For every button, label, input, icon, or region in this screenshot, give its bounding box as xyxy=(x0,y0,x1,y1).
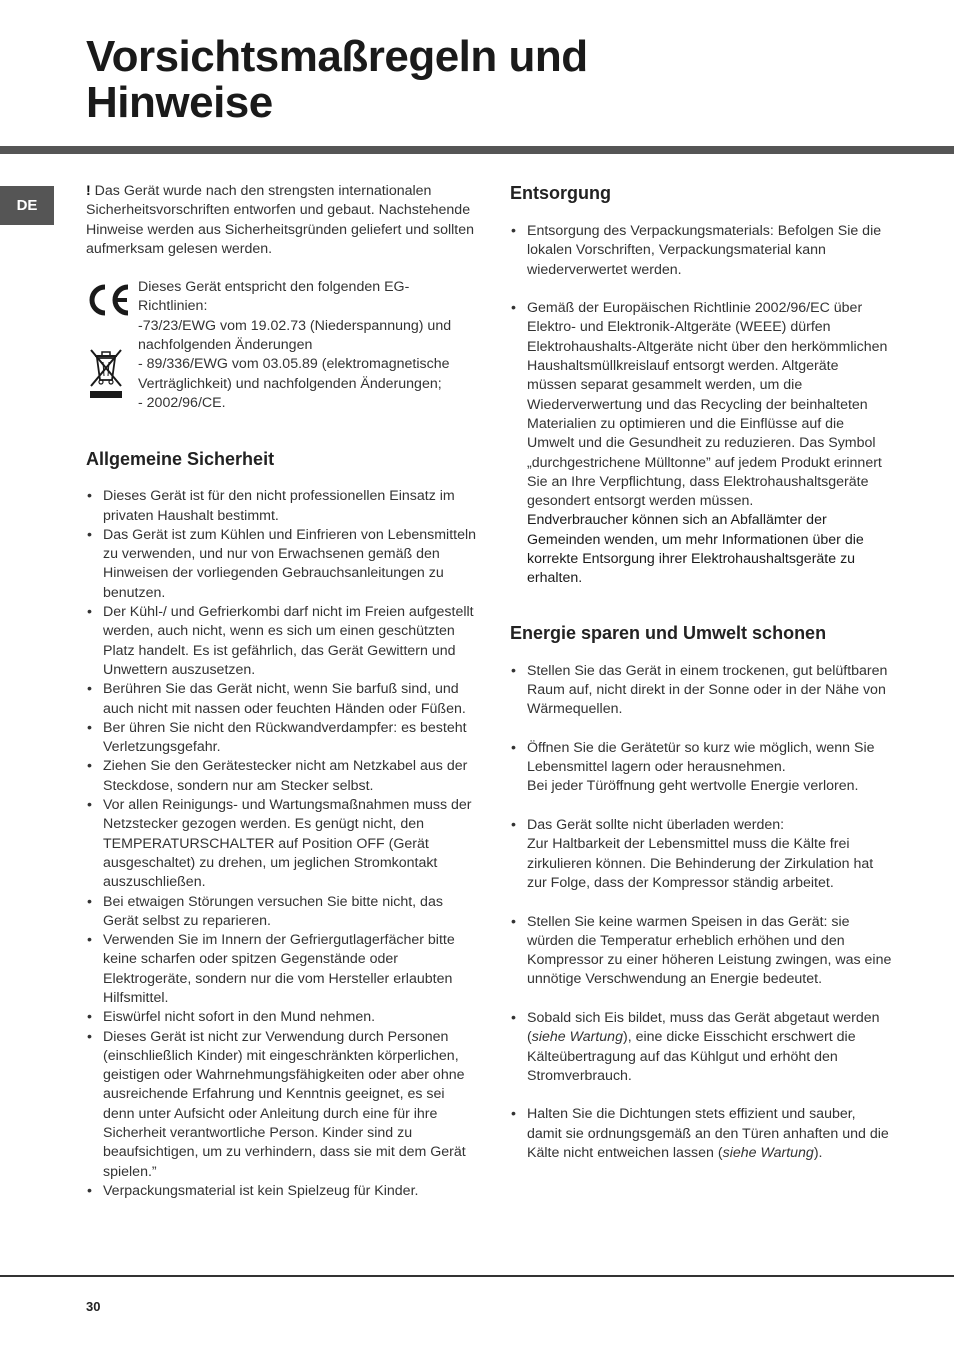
energy-item-text: • Öffnen Sie die Gerätetür so kurz wie möglich, wenn Sie Lebensmittel lagern oder herausnehmen. xyxy=(527,739,875,776)
list-item: • Bei etwaigen Störungen versuchen Sie bitte nicht, das Gerät selbst zu reparieren. xyxy=(86,893,476,932)
list-item xyxy=(510,739,892,797)
list-item: • Ber ühren Sie nicht den Rückwandverdampfer: es besteht Verletzungsgefahr. xyxy=(86,719,476,758)
page-title xyxy=(86,34,588,126)
list-item xyxy=(510,662,892,720)
list-item: • Verwenden Sie im Innern der Gefriergutlagerfächer bitte keine scharfen oder spitzen Gegenstände oder Elektrogeräte, sondern nur die vom Hersteller erlaubten Hilfsmittel. xyxy=(86,931,476,1008)
warning-mark: ! xyxy=(86,183,91,199)
compliance-block xyxy=(86,278,476,413)
list-item: • Ziehen Sie den Gerätestecker nicht am Netzkabel aus der Steckdose, sondern nur am Stecker selbst. xyxy=(86,757,476,796)
energy-list xyxy=(510,662,892,1164)
disposal-item-note: Endverbraucher können sich an Abfallämter der Gemeinden wenden, um mehr Informationen über die korrekte Entsorgung ihrer Elektrohaushaltsgeräte zu erhalten. xyxy=(527,512,864,587)
list-item: • Verpackungsmaterial ist kein Spielzeug für Kinder. xyxy=(86,1182,476,1201)
compliance-line-2: -73/23/EWG vom 19.02.73 (Niederspannung) und nachfolgenden Änderungen xyxy=(138,317,452,354)
section-title-safety: Allgemeine Sicherheit xyxy=(86,449,275,470)
maintenance-reference: siehe Wartung xyxy=(722,1145,814,1162)
list-item: • Dieses Gerät ist für den nicht professionellen Einsatz im privaten Haushalt bestimmt. xyxy=(86,487,476,526)
energy-item-text: Zur Haltbarkeit der Lebensmittel muss die Kälte frei zirkulieren können. Die Behinderung der Zirkulation hat zur Folge, dass der Kompressor ständig arbeitet. xyxy=(527,836,874,891)
list-item xyxy=(510,1009,892,1086)
list-item: • Der Kühl-/ und Gefrierkombi darf nicht im Freien aufgestellt werden, auch nicht, wenn es sich um einen geschützten Platz handelt. Es ist gefährlich, das Gerät Gewittern und Unwettern auszusetzen. xyxy=(86,603,476,680)
maintenance-reference: siehe Wartung xyxy=(531,1029,623,1046)
ce-mark-icon xyxy=(86,282,132,318)
intro-paragraph xyxy=(86,182,476,259)
intro-text: Das Gerät wurde nach den strengsten internationalen Sicherheitsvorschriften entworfen und gebaut. Nachstehende Hinweise werden aus Sicherheitsgründen geliefert und sollten aufmerksam gelesen werden. xyxy=(86,183,475,257)
list-item: • Vor allen Reinigungs- und Wartungsmaßnahmen muss der Netzstecker gezogen werden. Es genügt nicht, den TEMPERATURSCHALTER auf Position OFF (Gerät ausgeschaltet) zu drehen, um jeglichen Stromkontakt auszuschließen. xyxy=(86,796,476,892)
page-title-line-1: Vorsichtsmaßregeln und xyxy=(86,32,588,81)
energy-item-text: Bei jeder Türöffnung geht wertvolle Energie verloren. xyxy=(527,778,859,795)
compliance-line-1: Dieses Gerät entspricht den folgenden EG-Richtlinien: xyxy=(138,279,410,315)
disposal-list xyxy=(510,222,892,589)
list-item: • Das Gerät ist zum Kühlen und Einfrieren von Lebensmitteln zu verwenden, und nur von Erwachsenen gemäß den Hinweisen der vorliegenden Gebrauchsanleitungen zu benutzen. xyxy=(86,526,476,603)
energy-item-text: Stellen Sie das Gerät in einem trockenen, gut belüftbaren Raum auf, nicht direkt in der Sonne oder in der Nähe von Wärmequellen. xyxy=(527,662,888,718)
list-item: • Eiswürfel nicht sofort in den Mund nehmen. xyxy=(86,1008,476,1027)
energy-item-text: • Das Gerät sollte nicht überladen werden: xyxy=(527,817,785,834)
energy-item-text: Stellen Sie keine warmen Speisen in das Gerät: sie würden die Temperatur erheblich erhöhen und den Kompressor zu einer höheren Leistung zwingen, was eine unnötige Verschwendung an Energie bedeutet. xyxy=(527,913,892,988)
energy-item-text: Halten Sie die Dichtungen stets effizient und sauber, damit sie ordnungsgemäß an den Türen anhaften und die Kälte nicht entweichen lassen ( xyxy=(527,1106,889,1162)
section-title-disposal: Entsorgung xyxy=(510,183,611,203)
list-item xyxy=(510,222,892,280)
list-item: • Berühren Sie das Gerät nicht, wenn Sie barfuß sind, und auch nicht mit nassen oder feuchten Händen oder Füßen. xyxy=(86,680,476,719)
right-column xyxy=(510,182,892,1163)
list-item: • Dieses Gerät ist nicht zur Verwendung durch Personen (einschließlich Kinder) mit eingeschränkten körperlichen, geistigen oder Wahrnehmungsfähigkeiten oder aber ohne ausreichende Erfahrung und Kenntnis geeignet, es sei denn unter Aufsicht oder Anleitung durch eine für ihre Sicherheit verantwortliche Person. Kinder sind zu beaufsichtigen, um zu verhindern, dass sie mit dem Gerät spielen.” xyxy=(86,1028,476,1182)
list-item xyxy=(510,816,892,893)
list-item xyxy=(510,1105,892,1163)
compliance-line-4: - 2002/96/CE. xyxy=(138,394,226,411)
disposal-item-text: Gemäß der Europäischen Richtlinie 2002/96/EC über Elektro- und Elektronik-Altgeräte (WEEE) dürfen Elektrohaushalts-Altgeräte nicht über den herkömmlichen Haushaltsmüllkreislauf entsorgt werden. Altgeräte müssen separat gesammelt werden, um die Wiederverwertung und das Recycling der beinhalteten Materialien zu optimieren und die Einflüsse auf die Umwelt und die Gesundheit zu reduzieren. Das Symbol „durchgestrichene Mülltonne” auf jedem Produkt erinnert Sie an Ihre Verpflichtung, dass Elektrohaushaltsgeräte gesondert entsorgt werden müssen. xyxy=(527,300,888,510)
header-divider xyxy=(0,146,954,154)
language-tab: DE xyxy=(0,186,54,225)
energy-item-text: ). xyxy=(813,1145,823,1162)
page-title-line-2: Hinweise xyxy=(86,78,273,127)
list-item xyxy=(510,913,892,990)
safety-list xyxy=(86,487,476,1201)
list-item xyxy=(510,299,892,588)
page-number: 30 xyxy=(86,1299,101,1314)
energy-item-text: Sobald sich Eis bildet, muss das Gerät abgetaut werden ( xyxy=(527,1009,880,1046)
crossed-bin-icon xyxy=(88,346,124,400)
footer-divider xyxy=(0,1275,954,1277)
section-title-energy: Energie sparen und Umwelt schonen xyxy=(510,622,827,643)
compliance-line-3: - 89/336/EWG vom 03.05.89 (elektromagnetische Verträglichkeit) und nachfolgenden Änderungen; xyxy=(138,356,450,392)
left-column xyxy=(86,182,476,1201)
disposal-item-text: Entsorgung des Verpackungsmaterials: Befolgen Sie die lokalen Vorschriften, Verpackungsmaterial kann wiederverwertet werden. xyxy=(527,223,882,278)
energy-item-text: ), eine dicke Eisschicht erschwert die Kälteübertragung auf das Kühlgut und erhöht den Stromverbrauch. xyxy=(527,1029,856,1084)
